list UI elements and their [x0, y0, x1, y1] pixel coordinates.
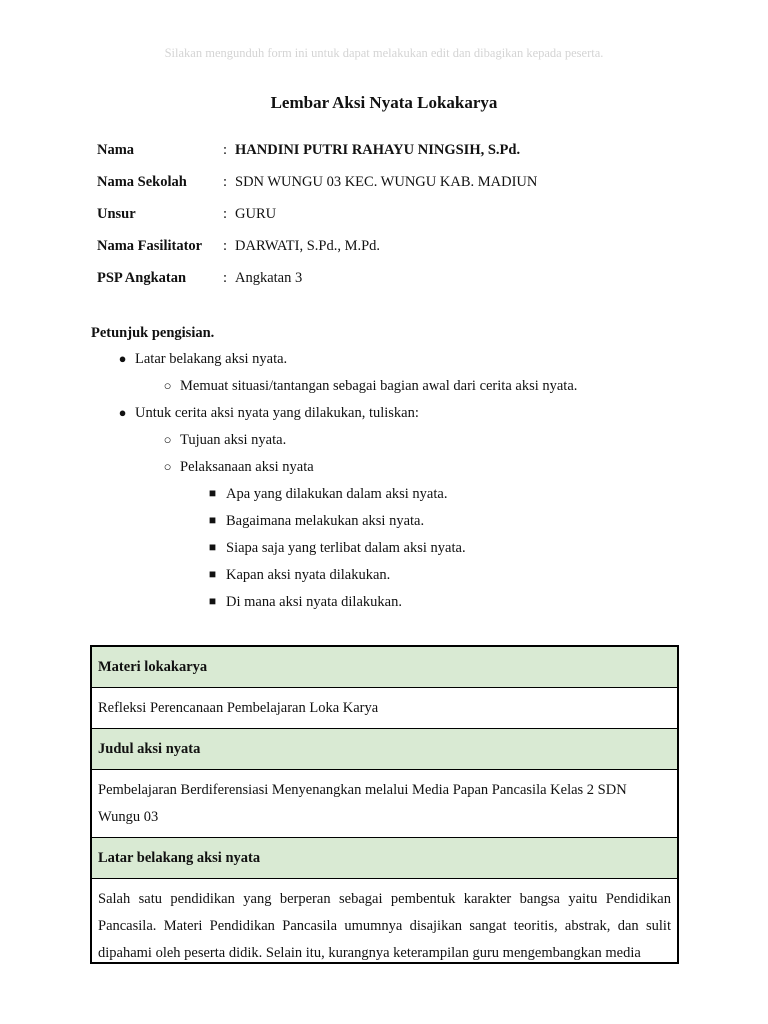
info-colon: : — [223, 174, 228, 190]
list-item — [91, 351, 691, 378]
info-row-sekolah — [97, 174, 697, 206]
info-row-nama — [97, 142, 697, 174]
table-cell-judul: Pembelajaran Berdiferensiasi Menyenangkan melalui Media Papan Pancasila Kelas 2 SDN Wungu 03 — [92, 770, 677, 838]
list-item-text: Untuk cerita aksi nyata yang dilakukan, tuliskan: — [135, 405, 419, 421]
list-item-text: Kapan aksi nyata dilakukan. — [226, 567, 391, 583]
list-item-text: Siapa saja yang terlibat dalam aksi nyata. — [226, 540, 466, 556]
list-item-text: Tujuan aksi nyata. — [180, 432, 287, 448]
bullet-circle-icon: ○ — [163, 432, 172, 447]
info-colon: : — [223, 270, 228, 286]
info-colon: : — [223, 238, 228, 254]
info-label: PSP Angkatan — [97, 270, 187, 286]
bullet-square-icon: ■ — [208, 513, 217, 527]
info-colon: : — [223, 206, 228, 222]
download-notice: Silakan mengunduh form ini untuk dapat melakukan edit dan dibagikan kepada peserta. — [164, 46, 604, 60]
bullet-square-icon: ■ — [208, 567, 217, 581]
bullet-square-icon: ■ — [208, 594, 217, 608]
aksi-nyata-table — [90, 645, 679, 964]
bullet-square-icon: ■ — [208, 486, 217, 500]
table-header-materi: Materi lokakarya — [92, 647, 677, 688]
info-value-angkatan: Angkatan 3 — [235, 270, 303, 286]
list-item — [91, 405, 691, 432]
info-value-unsur: GURU — [235, 206, 277, 222]
info-value-nama: HANDINI PUTRI RAHAYU NINGSIH, S.Pd. — [235, 142, 521, 158]
info-label: Nama Fasilitator — [97, 238, 203, 254]
page-title: Lembar Aksi Nyata Lokakarya — [270, 93, 498, 112]
identity-block — [97, 142, 697, 302]
info-row-fasilitator — [97, 238, 697, 270]
list-item-text: Pelaksanaan aksi nyata — [180, 459, 314, 475]
list-item-text: Di mana aksi nyata dilakukan. — [226, 594, 402, 610]
list-item-text: Apa yang dilakukan dalam aksi nyata. — [226, 486, 448, 502]
info-label: Nama — [97, 142, 135, 158]
info-label: Nama Sekolah — [97, 174, 187, 190]
list-item — [91, 513, 691, 540]
info-value-fasilitator: DARWATI, S.Pd., M.Pd. — [235, 238, 381, 254]
list-item — [91, 486, 691, 513]
list-item — [91, 378, 691, 405]
list-item-text: Latar belakang aksi nyata. — [135, 351, 288, 367]
bullet-circle-icon: ○ — [163, 459, 172, 474]
table-cell-materi: Refleksi Perencanaan Pembelajaran Loka Karya — [92, 688, 677, 729]
bullet-disc-icon: ● — [118, 351, 127, 366]
info-colon: : — [223, 142, 228, 158]
table-header-latar: Latar belakang aksi nyata — [92, 838, 677, 879]
bullet-disc-icon: ● — [118, 405, 127, 420]
list-item-text: Memuat situasi/tantangan sebagai bagian awal dari cerita aksi nyata. — [180, 378, 578, 394]
bullet-square-icon: ■ — [208, 540, 217, 554]
info-value-sekolah: SDN WUNGU 03 KEC. WUNGU KAB. MADIUN — [235, 174, 538, 190]
list-item — [91, 567, 691, 594]
info-row-angkatan — [97, 270, 697, 302]
list-item — [91, 540, 691, 567]
info-row-unsur — [97, 206, 697, 238]
info-label: Unsur — [97, 206, 136, 222]
table-cell-latar: Salah satu pendidikan yang berperan sebagai pembentuk karakter bangsa yaitu Pendidikan Pancasila. Materi Pendidikan Pancasila umumnya disajikan sangat teoritis, abstrak, dan sulit dipahami oleh peserta didik. Selain itu, kurangnya keterampilan guru mengembangkan media — [98, 891, 671, 961]
bullet-circle-icon: ○ — [163, 378, 172, 393]
list-item — [91, 432, 691, 459]
table-header-judul: Judul aksi nyata — [92, 729, 677, 770]
instructions-block — [91, 325, 691, 621]
list-item-text: Bagaimana melakukan aksi nyata. — [226, 513, 425, 529]
list-item — [91, 459, 691, 486]
list-item — [91, 594, 691, 621]
instructions-heading: Petunjuk pengisian. — [91, 325, 215, 341]
